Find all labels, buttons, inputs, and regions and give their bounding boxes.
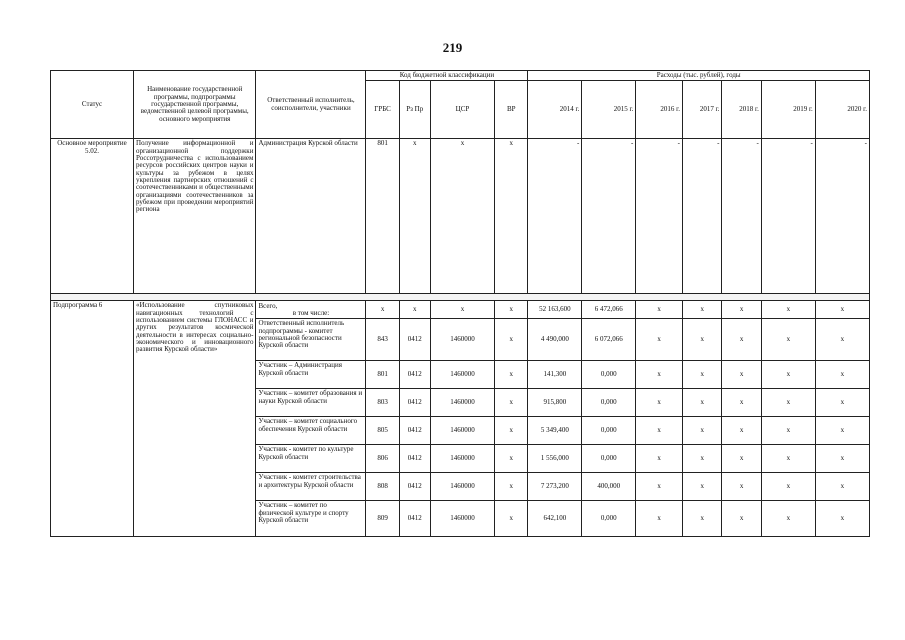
- row-executor: Участник – комитет по физической культуре и спорту Курской области: [256, 501, 366, 537]
- row-rzpr: 0412: [399, 417, 430, 445]
- row-year-value: х: [722, 417, 761, 445]
- total-2017: х: [682, 301, 721, 319]
- row-vr: х: [495, 319, 528, 361]
- row-csr: 1460000: [430, 389, 494, 417]
- measure-2015: -: [582, 139, 636, 294]
- row-year-value: х: [682, 473, 721, 501]
- measure-2018: -: [722, 139, 761, 294]
- header-year-2019: 2019 г.: [761, 81, 815, 139]
- row-year-value: х: [722, 319, 761, 361]
- total-2020: х: [815, 301, 869, 319]
- row-year-value: х: [815, 319, 869, 361]
- row-rzpr: 0412: [399, 319, 430, 361]
- row-year-value: х: [815, 361, 869, 389]
- row-year-value: х: [682, 389, 721, 417]
- measure-csr: х: [430, 139, 494, 294]
- row-year-value: 0,000: [582, 417, 636, 445]
- measure-status: Основное мероприятие 5.02.: [51, 139, 134, 294]
- budget-table: [50, 70, 870, 537]
- row-vr: х: [495, 361, 528, 389]
- row-year-value: х: [636, 389, 683, 417]
- subprogram-status: Подпрограмма 6: [51, 301, 134, 537]
- measure-2020: -: [815, 139, 869, 294]
- total-sublabel: в том числе:: [292, 308, 330, 317]
- row-year-value: 642,100: [528, 501, 582, 537]
- header-grbs: ГРБС: [366, 81, 399, 139]
- row-csr: 1460000: [430, 319, 494, 361]
- row-year-value: х: [722, 389, 761, 417]
- row-executor: Участник – комитет социального обеспечения Курской области: [256, 417, 366, 445]
- row-vr: х: [495, 473, 528, 501]
- row-year-value: х: [815, 473, 869, 501]
- row-year-value: х: [636, 417, 683, 445]
- row-rzpr: 0412: [399, 361, 430, 389]
- row-year-value: х: [682, 501, 721, 537]
- total-rzpr: х: [399, 301, 430, 319]
- header-year-2015: 2015 г.: [582, 81, 636, 139]
- header-name: Наименование государственной программы, подпрограммы государственной программы, ведомственной целевой программы, основного мероприятия: [134, 71, 256, 139]
- divider-cell: [51, 294, 870, 301]
- row-grbs: 805: [366, 417, 399, 445]
- row-year-value: х: [815, 445, 869, 473]
- row-vr: х: [495, 389, 528, 417]
- header-year-2014: 2014 г.: [528, 81, 582, 139]
- header-rzpr: Рз Пр: [399, 81, 430, 139]
- row-year-value: 0,000: [582, 389, 636, 417]
- table-row-subprogram-total: [51, 301, 870, 319]
- row-csr: 1460000: [430, 501, 494, 537]
- row-year-value: 6 072,066: [582, 319, 636, 361]
- measure-executor: Администрация Курской области: [256, 139, 366, 294]
- subprogram-name: «Использование спутниковых навигационных технологий с использованием системы ГЛОНАСС и других результатов космической деятельности в интересах социально-экономического и инновационного развития Курской области»: [134, 301, 256, 537]
- row-rzpr: 0412: [399, 473, 430, 501]
- row-year-value: 5 349,400: [528, 417, 582, 445]
- row-year-value: 141,300: [528, 361, 582, 389]
- measure-2017: -: [682, 139, 721, 294]
- measure-2016: -: [636, 139, 683, 294]
- row-year-value: х: [761, 319, 815, 361]
- total-csr: х: [430, 301, 494, 319]
- total-vr: х: [495, 301, 528, 319]
- header-vr: ВР: [495, 81, 528, 139]
- row-year-value: х: [682, 417, 721, 445]
- table-row-measure: [51, 139, 870, 294]
- row-grbs: 843: [366, 319, 399, 361]
- page-number: 219: [442, 40, 463, 55]
- row-year-value: х: [722, 361, 761, 389]
- row-year-value: х: [722, 445, 761, 473]
- row-year-value: х: [761, 389, 815, 417]
- row-csr: 1460000: [430, 417, 494, 445]
- total-2014: 52 163,600: [528, 301, 582, 319]
- row-year-value: х: [761, 417, 815, 445]
- header-year-2016: 2016 г.: [636, 81, 683, 139]
- row-csr: 1460000: [430, 361, 494, 389]
- row-year-value: х: [636, 319, 683, 361]
- row-year-value: х: [636, 501, 683, 537]
- row-rzpr: 0412: [399, 501, 430, 537]
- row-executor: Участник – комитет образования и науки Курской области: [256, 389, 366, 417]
- row-year-value: 0,000: [582, 445, 636, 473]
- row-year-value: х: [815, 501, 869, 537]
- header-year-2017: 2017 г.: [682, 81, 721, 139]
- row-year-value: х: [636, 445, 683, 473]
- subprogram-total-label: [256, 301, 366, 319]
- section-divider: [51, 294, 870, 301]
- row-grbs: 808: [366, 473, 399, 501]
- total-2015: 6 472,066: [582, 301, 636, 319]
- row-year-value: 4 490,000: [528, 319, 582, 361]
- row-year-value: х: [722, 501, 761, 537]
- row-year-value: 0,000: [582, 501, 636, 537]
- header-year-2018: 2018 г.: [722, 81, 761, 139]
- row-grbs: 803: [366, 389, 399, 417]
- row-rzpr: 0412: [399, 445, 430, 473]
- row-year-value: х: [815, 417, 869, 445]
- total-2018: х: [722, 301, 761, 319]
- row-grbs: 806: [366, 445, 399, 473]
- row-year-value: х: [636, 361, 683, 389]
- header-executor: Ответственный исполнитель, соисполнители, участники: [256, 71, 366, 139]
- total-2016: х: [636, 301, 683, 319]
- row-vr: х: [495, 445, 528, 473]
- total-grbs: х: [366, 301, 399, 319]
- row-vr: х: [495, 417, 528, 445]
- row-csr: 1460000: [430, 445, 494, 473]
- header-csr: ЦСР: [430, 81, 494, 139]
- row-executor: Участник – Администрация Курской области: [256, 361, 366, 389]
- row-year-value: х: [761, 361, 815, 389]
- row-year-value: х: [682, 319, 721, 361]
- total-label: Всего,: [258, 301, 278, 310]
- measure-rzpr: х: [399, 139, 430, 294]
- row-csr: 1460000: [430, 473, 494, 501]
- row-year-value: х: [815, 389, 869, 417]
- header-expenses: Расходы (тыс. рублей), годы: [528, 71, 870, 81]
- row-grbs: 809: [366, 501, 399, 537]
- row-year-value: х: [636, 473, 683, 501]
- row-year-value: 1 556,000: [528, 445, 582, 473]
- row-year-value: х: [761, 501, 815, 537]
- measure-vr: х: [495, 139, 528, 294]
- row-year-value: х: [761, 473, 815, 501]
- row-year-value: 0,000: [582, 361, 636, 389]
- row-rzpr: 0412: [399, 389, 430, 417]
- row-year-value: 7 273,200: [528, 473, 582, 501]
- measure-name: Получение информационной и организационной поддержки Россотрудничества с использованием ресурсов российских центров науки и культуры за рубежом в целях укрепления партнерских отношений с соотечественниками и общественными организациями соотечественников за рубежом при проведении мероприятий региона: [134, 139, 256, 294]
- header-status: Статус: [51, 71, 134, 139]
- row-grbs: 801: [366, 361, 399, 389]
- row-year-value: х: [761, 445, 815, 473]
- header-year-2020: 2020 г.: [815, 81, 869, 139]
- header-budget-code: Код бюджетной классификации: [366, 71, 528, 81]
- row-executor: Участник - комитет строительства и архитектуры Курской области: [256, 473, 366, 501]
- row-executor: Участник - комитет по культуре Курской области: [256, 445, 366, 473]
- row-year-value: х: [682, 361, 721, 389]
- measure-grbs: 801: [366, 139, 399, 294]
- row-vr: х: [495, 501, 528, 537]
- header-row-1: [51, 71, 870, 81]
- row-year-value: х: [722, 473, 761, 501]
- row-executor: Ответственный исполнитель подпрограммы - комитет региональной безопасности Курской области: [256, 319, 366, 361]
- row-year-value: 915,800: [528, 389, 582, 417]
- total-2019: х: [761, 301, 815, 319]
- measure-2019: -: [761, 139, 815, 294]
- measure-2014: -: [528, 139, 582, 294]
- row-year-value: 400,000: [582, 473, 636, 501]
- row-year-value: х: [682, 445, 721, 473]
